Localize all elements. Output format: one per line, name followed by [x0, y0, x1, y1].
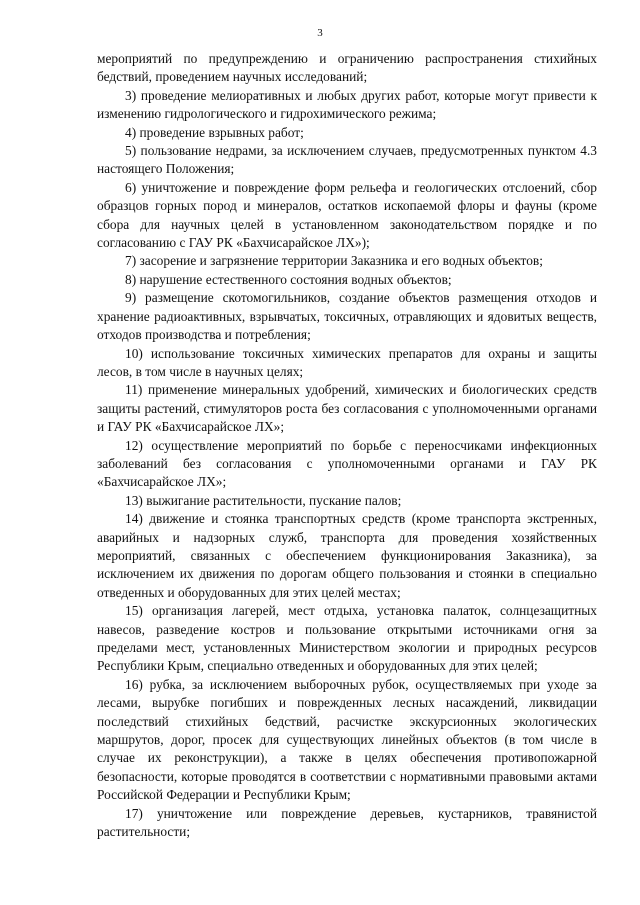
list-item-13: 13) выжигание растительности, пускание палов; — [125, 492, 402, 508]
paragraph-continuation: мероприятий по предупреждению и ограничению распространения стихийных бедствий, проведением научных исследований; — [97, 51, 597, 85]
list-item-11: 11) применение минеральных удобрений, химических и биологических средств защиты растений, стимуляторов роста без согласования с уполномоченными органами и ГАУ РК «Бахчисарайское ЛХ»; — [97, 382, 597, 435]
list-item-4: 4) проведение взрывных работ; — [125, 124, 304, 140]
list-item-12: 12) осуществление мероприятий по борьбе с переносчиками инфекционных заболеваний без согласования с уполномоченными органами и ГАУ РК «Бахчисарайское ЛХ»; — [97, 437, 597, 490]
list-item-5: 5) пользование недрами, за исключением случаев, предусмотренных пунктом 4.3 настоящего Положения; — [97, 143, 597, 177]
list-item-14: 14) движение и стоянка транспортных средств (кроме транспорта экстренных, аварийных и надзорных служб, транспорта для проведения хозяйственных мероприятий, связанных с обеспечением функционирования Заказника), за исключением их движения по дорогам общего пользования и стоянки в специально отведенных и оборудованных для этих целей местах; — [97, 511, 597, 600]
page-number: 3 — [317, 27, 323, 39]
list-item-3: 3) проведение мелиоративных и любых других работ, которые могут привести к изменению гидрологического и гидрохимического режима; — [97, 87, 597, 122]
list-item-16: 16) рубка, за исключением выборочных рубок, осуществляемых при уходе за лесами, вырубке погибших и поврежденных лесных насаждений, ликвидации последствий стихийных бедствий, расчистке экскурсионных экологических маршрутов, дорог, просек для существующих линейных объектов (в том числе в случае их реконструкции), а также в целях обеспечения противопожарной безопасности, которые проводятся в соответствии с нормативными правовыми актами Российской Федерации и Республики Крым; — [97, 676, 597, 803]
list-item-15: 15) организация лагерей, мест отдыха, установка палаток, солнцезащитных навесов, разведение костров и пользование открытыми источниками огня за пределами мест, установленных Министерством экологии и природных ресурсов Республики Крым, специально отведенных и оборудованных для этих целей; — [97, 603, 597, 674]
list-item-7: 7) засорение и загрязнение территории Заказника и его водных объектов; — [125, 253, 543, 269]
list-item-6: 6) уничтожение и повреждение форм рельефа и геологических отслоений, сбор образцов горных пород и минералов, остатков ископаемой флоры и фауны (кроме сбора для научных целей в установленном законодательством порядке и по согласованию с ГАУ РК «Бахчисарайское ЛХ»); — [97, 179, 597, 251]
document-body — [97, 50, 597, 841]
list-item-17: 17) уничтожение или повреждение деревьев, кустарников, травянистой растительности; — [97, 805, 597, 840]
list-item-8: 8) нарушение естественного состояния водных объектов; — [125, 271, 452, 287]
list-item-9: 9) размещение скотомогильников, создание объектов размещения отходов и хранение радиоактивных, взрывчатых, токсичных, отравляющих и ядовитых веществ, отходов производства и потребления; — [97, 290, 597, 343]
list-item-10: 10) использование токсичных химических препаратов для охраны и защиты лесов, в том числе в научных целях; — [97, 345, 597, 379]
